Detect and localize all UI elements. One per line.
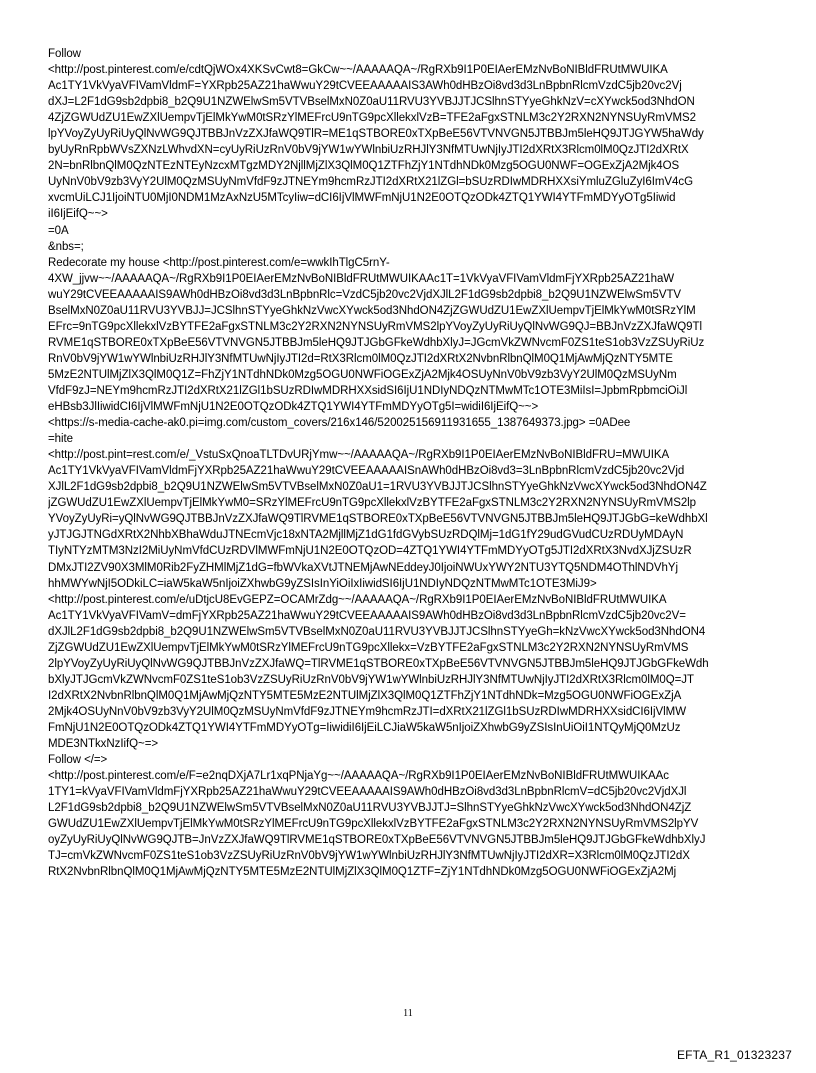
text-line: XJlL2F1dG9sb2dpbi8_b2Q9U1NZWElwSm5VTVBselMxN0Z0aU1=1RVU3YVBJJTJCSlhnSTYyeGhkNzVwcXYwck5od3NhdON4Z bbox=[48, 481, 707, 494]
text-line: 2lpYVoyZyUyRiUyQlNvWG9QJTBBJnVzZXJfaWQ=TlRVME1qSTBORE0xTXpBeE56VTVNVGN5JTBBJm5leHQ9JTJGbGFkeWdh bbox=[48, 657, 709, 670]
text-line: YVoyZyUyRi=yQlNvWG9QJTBBJnVzZXJfaWQ9TlRVME1qSTBORE0xTXpBeE56VTVNVGN5JTBBJm5leHQ9JTJGbG=keWdhbXl bbox=[48, 513, 708, 526]
text-line: GWUdZU1EwZXlUempvTjElMkYwM0tSRzYlMEFrcU9nTG9pcXllekxlVzBYTFE2aFgxSTNLM3c2Y2RXN2NYNSUyRmVMS2lpYV bbox=[48, 818, 699, 831]
text-line: <https://s-media-cache-ak0.pi=img.com/custom_covers/216x146/520025156911931655_1387649373.jpg> =0ADee bbox=[48, 417, 631, 430]
text-line: Redecorate my house <http://post.pinterest.com/e=wwkIhTlgC5rnY- bbox=[48, 256, 390, 269]
text-line: <http://post.pinterest.com/e/cdtQjWOx4XKSvCwt8=GkCw~~/AAAAAQA~/RgRXb9I1P0EIAerEMzNvBoNIBldFRUtMWUIKA bbox=[48, 64, 668, 77]
text-line: RVME1qSTBORE0xTXpBeE56VTVNVGN5JTBBJm5leHQ9JTJGbGFkeWdhbXlyJ=JGcmVkZWNvcmF0ZS1teS1ob3VzZSUyRiUz bbox=[48, 336, 705, 349]
text-line: RtX2NvbnRlbnQlM0Q1MjAwMjQzNTY5MTE5MzE2NTUlMjZlX3QlM0Q1ZTF=ZjY1NTdhNDk0Mzg5OGU0NWFiOGExZjA2Mj bbox=[48, 866, 677, 879]
text-line: 4ZjZGWUdZU1EwZXlUempvTjElMkYwM0tSRzYlMEFrcU9nTG9pcXllekxlVzB=TFE2aFgxSTNLM3c2Y2RXN2NYNSUyRmVMS2 bbox=[48, 112, 697, 125]
text-line: FmNjU1N2E0OTQzODk4ZTQ1YWI4YTFmMDYyOTg=IiwidiI6IjEiLCJiaW5kaW5nIjoiZXhwbG9yZSIsInUiOiI1NTQyMjQ0MzUz bbox=[48, 721, 681, 734]
text-line: L2F1dG9sb2dpbi8_b2Q9U1NZWElwSm5VTVBselMxN0Z0aU11RVU3YVBJJTJ=SlhnSTYyeGhkNzVwcXYwck5od3NhdON4ZjZ bbox=[48, 802, 692, 815]
text-line: dXJlL2F1dG9sb2dpbi8_b2Q9U1NZWElwSm5VTVBselMxN0Z0aU11RVU3YVBJJTJCSlhnSTYyeGh=kNzVwcXYwck5od3NhdON4 bbox=[48, 625, 706, 638]
text-line: dXJ=L2F1dG9sb2dpbi8_b2Q9U1NZWElwSm5VTVBselMxN0Z0aU11RVU3YVBJJTJCSlhnSTYyeGhkNzV=cXYwck5od3NhdON bbox=[48, 96, 695, 109]
text-line: I2dXRtX2NvbnRlbnQlM0Q1MjAwMjQzNTY5MTE5MzE2NTUlMjZlX3QlM0Q1ZTFhZjY1NTdhNDk=Mzg5OGU0NWFiOGExZjA bbox=[48, 689, 682, 702]
text-line: TJ=cmVkZWNvcmF0ZS1teS1ob3VzZSUyRiUzRnV0bV9jYW1wYWlnbiUzRHJlY3NfMTUwNjIyJTI2dXR=X3Rlcm0lM0QzJTI2dX bbox=[48, 850, 690, 863]
text-line: TIyNTYzMTM3NzI2MiUyNmVfdCUzRDVlMWFmNjU1N2E0OTQzOD=4ZTQ1YWI4YTFmMDYyOTg5JTI2dXRtX3NvdXJjZSUzR bbox=[48, 545, 692, 558]
text-line: 4XW_jjvw~~/AAAAAQA~/RgRXb9I1P0EIAerEMzNvBoNIBldFRUtMWUIKAAc1T=1VkVyaVFIVamVldmFjYXRpb25AZ21haW bbox=[48, 272, 675, 285]
text-line: <http://post.pinterest.com/e/F=e2nqDXjA7Lr1xqPNjaYg~~/AAAAAQA~/RgRXb9I1P0EIAerEMzNvBoNIBldFRUtMWUIKAAc bbox=[48, 770, 669, 783]
text-line: <http://post.pinterest.com/e/uDtjcU8EvGEPZ=OCAMrZdg~~/AAAAAQA~/RgRXb9I1P0EIAerEMzNvBoNIBldFRUtMWUIKA bbox=[48, 593, 667, 606]
text-line: Ac1TY1VkVyaVFIVamV=dmFjYXRpb25AZ21haWwuY29tCVEEAAAAAIS9AWh0dHBzOi8vd3d3LnBpbnRlcmVzdC5jb20vc2V= bbox=[48, 609, 686, 622]
text-line: xvcmUiLCJ1IjoiNTU0MjI0NDM1MzAxNzU5MTcyIiw=dCI6IjVlMWFmNjU1N2E0OTQzODk4ZTQ1YWI4YTFmMDYyOTg5Iiwid bbox=[48, 192, 676, 205]
text-line: lpYVoyZyUyRiUyQlNvWG9QJTBBJnVzZXJfaWQ9TlR=ME1qSTBORE0xTXpBeE56VTVNVGN5JTBBJm5leHQ9JTJGYW5haWdy bbox=[48, 128, 704, 141]
text-line: VfdF9zJ=NEYm9hcmRzJTI2dXRtX21lZGl1bSUzRDIwMDRHXXsidSI6IjU1NDIyNDQzNTMwMTc1OTE3MiIsI=JpbmRpbmciOiJl bbox=[48, 384, 688, 397]
text-line: 2N=bnRlbnQlM0QzNTEzNTEyNzcxMTgzMDY2NjllMjZlX3QlM0Q1ZTFhZjY1NTdhNDk0Mzg5OGU0NWF=OGExZjA2Mjk4OS bbox=[48, 160, 680, 173]
text-line: EFrc=9nTG9pcXllekxlVzBYTFE2aFgxSTNLM3c2Y2RXN2NYNSUyRmVMS2lpYVoyZyUyRiUyQlNvWG9QJ=BBJnVzZXJfaWQ9Tl bbox=[48, 320, 703, 333]
text-line: Ac1TY1VkVyaVFIVamVldmFjYXRpb25AZ21haWwuY29tCVEEAAAAAISnAWh0dHBzOi8vd3=3LnBpbnRlcmVzdC5jb20vc2Vjd bbox=[48, 465, 685, 478]
text-line: BselMxN0Z0aU11RVU3YVBJJ=JCSlhnSTYyeGhkNzVwcXYwck5od3NhdON4ZjZGWUdZU1EwZXlUempvTjElMkYwM0tSRzYlM bbox=[48, 304, 696, 317]
text-line: byUyRnRpbWVsZXNzLWhvdXN=cyUyRiUzRnV0bV9jYW1wYWlnbiUzRHJlY3NfMTUwNjIyJTI2dXRtX3Rlcm0lM0QzJTI2dXRtX bbox=[48, 144, 689, 157]
text-line: hhMWYwNjI5ODkiLC=iaW5kaW5nIjoiZXhwbG9yZSIsInYiOiIxIiwidSI6IjU1NDIyNDQzNTMwMTc1OTE3MiJ9> bbox=[48, 577, 597, 590]
text-line: yJTJGJTNGdXRtX2NhbXBhaWduJTNEcmVjc18xNTA2MjllMjZ1dG1fdGVybSUzRDQlMj=1dG1fY29udGVudCUzRDUyMDAyN bbox=[48, 529, 684, 542]
text-line: eHBsb3JlIiwidCI6IjVlMWFmNjU1N2E0OTQzODk4ZTQ1YWI4YTFmMDYyOTg5I=widiI6IjEifQ~~> bbox=[48, 401, 539, 414]
text-line: ZjZGWUdZU1EwZXlUempvTjElMkYwM0tSRzYlMEFrcU9nTG9pcXllekx=VzBYTFE2aFgxSTNLM3c2Y2RXN2NYNSUyRmVMS bbox=[48, 641, 689, 654]
text-line: &nbs=; bbox=[48, 240, 84, 253]
email-body-text bbox=[48, 46, 784, 880]
text-line: jZGWUdZU1EwZXlUempvTjElMkYwM0=SRzYlMEFrcU9nTG9pcXllekxlVzBYTFE2aFgxSTNLM3c2Y2RXN2NYNSUyRmVMS2lp bbox=[48, 497, 697, 510]
text-line: oyZyUyRiUyQlNvWG9QJTB=JnVzZXJfaWQ9TlRVME1qSTBORE0xTXpBeE56VTVNVGN5JTBBJm5leHQ9JTJGbGFkeWdhbXlyJ bbox=[48, 834, 706, 847]
text-line: 2Mjk4OSUyNnV0bV9zb3VyY2UlM0QzMSUyNmVfdF9zJTNEYm9hcmRzJTI=dXRtX21lZGl1bSUzRDIwMDRHXXsidCI6IjVlMW bbox=[48, 705, 687, 718]
text-line: <http://post.pint=rest.com/e/_VstuSxQnoaTLTDvURjYmw~~/AAAAAQA~/RgRXb9I1P0EIAerEMzNvBoNIBldFRU=MWUIKA bbox=[48, 449, 670, 462]
text-line: MDE3NTkxNzIifQ~=> bbox=[48, 738, 159, 751]
page-number: 11 bbox=[403, 1008, 413, 1019]
text-line: RnV0bV9jYW1wYWlnbiUzRHJlY3NfMTUwNjIyJTI2d=RtX3Rlcm0lM0QzJTI2dXRtX2NvbnRlbnQlM0Q1MjAwMjQzNTY5MTE bbox=[48, 352, 673, 365]
text-line: Follow </=> bbox=[48, 754, 108, 767]
document-id: EFTA_R1_01323237 bbox=[676, 1048, 792, 1062]
text-line: wuY29tCVEEAAAAAIS9AWh0dHBzOi8vd3d3LnBpbnRlc=VzdC5jb20vc2VjdXJlL2F1dG9sb2dpbi8_b2Q9U1NZWElwSm5VTV bbox=[48, 288, 682, 301]
text-line: 5MzE2NTUlMjZlX3QlM0Q1Z=FhZjY1NTdhNDk0Mzg5OGU0NWFiOGExZjA2Mjk4OSUyNnV0bV9zb3VyY2UlM0QzMSUyNm bbox=[48, 368, 677, 381]
text-line: iI6IjEifQ~~> bbox=[48, 208, 108, 221]
text-line: bXlyJTJGcmVkZWNvcmF0ZS1teS1ob3VzZSUyRiUzRnV0bV9jYW1wYWlnbiUzRHJlY3NfMTUwNjIyJTI2dXRtX3Rlcm0lM0Q=JT bbox=[48, 673, 694, 686]
text-line: =hite bbox=[48, 433, 74, 446]
text-line: Follow bbox=[48, 48, 81, 60]
text-line: UyNnV0bV9zb3VyY2UlM0QzMSUyNmVfdF9zJTNEYm9hcmRzJTI2dXRtX21lZGl=bSUzRDIwMDRHXXsiYmluZGluZyI6ImV4cG bbox=[48, 176, 693, 189]
text-line: Ac1TY1VkVyaVFIVamVldmF=YXRpb25AZ21haWwuY29tCVEEAAAAAIS3AWh0dHBzOi8vd3d3LnBpbnRlcmVzdC5jb20vc2Vj bbox=[48, 80, 682, 93]
text-line: DMxJTI2ZV90X3MlM0Rib2FyZHMlMjZ1dG=fbWVkaXVtJTNEMjAwNEddeyJ0IjoiNWUxYWY2NTU3YTQ5NDM4OThlNDVhYj bbox=[48, 561, 679, 574]
text-line: =0A bbox=[48, 224, 69, 237]
text-line: 1TY1=kVyaVFIVamVldmFjYXRpb25AZ21haWwuY29tCVEEAAAAAIS9AWh0dHBzOi8vd3d3LnBpbnRlcmV=dC5jb20vc2VjdXJl bbox=[48, 786, 687, 799]
